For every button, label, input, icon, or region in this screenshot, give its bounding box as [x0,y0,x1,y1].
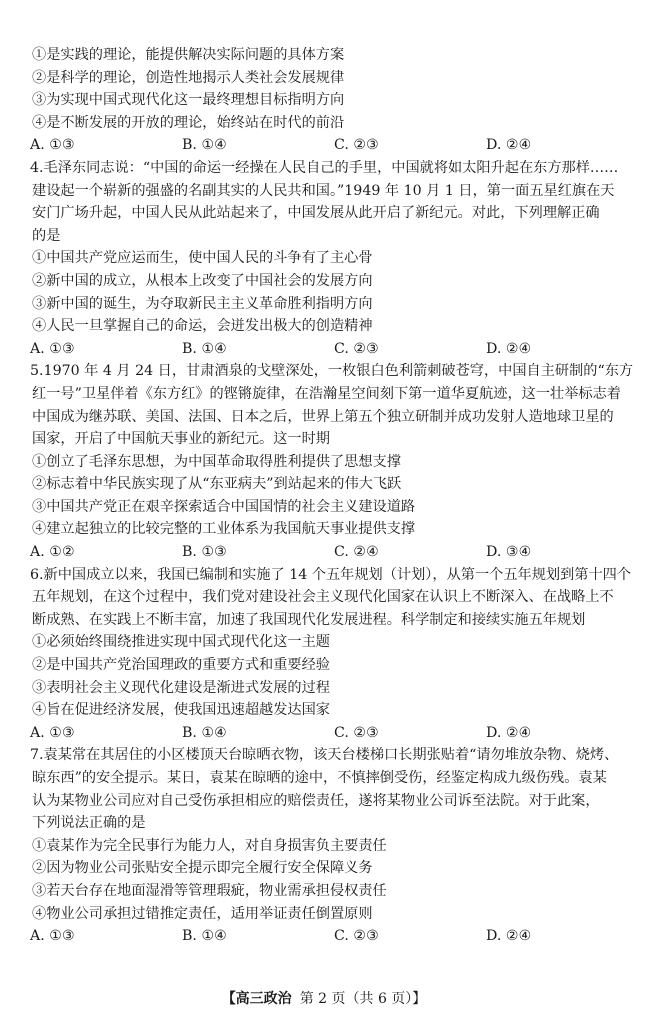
q5-stem-line-3: 中国成为继苏联、美国、法国、日本之后，世界上第五个独立研制并成功发射人造地球卫星的 [32,408,614,425]
q6-answer-b: B. ①④ [182,724,227,741]
question-6-options [30,631,636,721]
q5-option-1: ①创立了毛泽东思想，为中国革命取得胜利提供了思想支撑 [32,453,401,470]
q5-answer-b: B. ①③ [182,544,227,561]
q5-option-2: ②标志着中华民族实现了从“东亚病夫”到站起来的伟大飞跃 [32,476,402,493]
q7-answer-a: A. ①③ [30,928,75,945]
q4-stem-line-4: 的是 [32,227,61,244]
q4-answer-a: A. ①③ [30,340,75,357]
q4-answer-choices [30,338,636,361]
q6-option-2: ②是中国共产党治国理政的重要方式和重要经验 [32,657,330,674]
q7-answer-d: D. ②④ [486,928,532,945]
q6-stem-line-1: 6.新中国成立以来，我国已编制和实施了 14 个五年规划（计划），从第一个五年规划到第十四个 [30,566,632,583]
q7-option-4: ④物业公司承担过错推定责任，适用举证责任倒置原则 [32,905,373,922]
q3-answer-d: D. ②④ [486,137,532,154]
question-5-options [30,451,636,541]
q3-answer-c: C. ②③ [334,137,379,154]
q7-option-1: ①袁某作为完全民事行为能力人，对自身损害负主要责任 [32,837,387,854]
q3-answer-a: A. ①③ [30,137,75,154]
q4-stem-line-1: 4.毛泽东同志说：“中国的命运一经操在人民自己的手里，中国就将如太阳升起在东方那样…… [30,159,619,176]
q3-option-3: ③为实现中国式现代化这一最终理想目标指明方向 [32,92,345,109]
q5-stem-line-1: 5.1970 年 4 月 24 日，甘肃酒泉的戈壁深处，一枚银白色利箭刺破苍穹，中国自主研制的“东方 [30,363,634,380]
question-3-options [30,44,636,134]
q7-stem-line-2: 晾东西”的安全提示。某日，袁某在晾晒的途中，不慎摔倒受伤，经鉴定构成九级伤残。袁某 [32,770,607,786]
q5-stem-line-2: 红一号”卫星伴着《东方红》的铿锵旋律，在浩瀚星空间刻下第一道华夏航迹，这一壮举标志着 [32,385,621,402]
q7-stem-line-1: 7.袁某常在其居住的小区楼顶天台晾晒衣物，该天台楼梯口长期张贴着“请勿堆放杂物、烧烤、 [30,747,619,764]
q6-stem-line-3: 断成熟、在实践上不断丰富，加速了我国现代化发展进程。科学制定和接续实施五年规划 [32,611,586,628]
q6-answer-choices [30,722,636,745]
q6-option-3: ③表明社会主义现代化建设是渐进式发展的过程 [32,679,330,696]
q4-option-3: ③新中国的诞生，为夺取新民主主义革命胜利指明方向 [32,295,373,312]
q4-answer-c: C. ②③ [334,340,379,357]
q5-stem-line-4: 国家，开启了中国航天事业的新纪元。这一时期 [32,431,330,448]
footer-page-number: 第 2 页（共 6 页）】 [299,991,427,1007]
q3-option-4: ④是不断发展的开放的理论，始终站在时代的前沿 [32,114,345,131]
question-7-stem [30,744,636,834]
q5-option-3: ③中国共产党正在艰辛探索适合中国国情的社会主义建设道路 [32,498,416,515]
q7-answer-choices [30,925,636,948]
q5-answer-d: D. ③④ [486,544,532,561]
q5-answer-a: A. ①② [30,544,75,561]
q7-answer-b: B. ①④ [182,928,227,945]
q6-option-1: ①必须始终围绕推进实现中国式现代化这一主题 [32,634,330,651]
q6-answer-c: C. ②③ [334,724,379,741]
q5-answer-c: C. ②④ [334,544,379,561]
q3-option-2: ②是科学的理论，创造性地揭示人类社会发展规律 [32,69,345,86]
q6-stem-line-2: 五年规划，在这个过程中，我们党对建设社会主义现代化国家在认识上不断深入、在战略上不 [32,589,614,606]
question-6-stem [30,564,636,632]
q4-answer-b: B. ①④ [182,340,227,357]
q6-option-4: ④旨在促进经济发展，使我国迅速超越发达国家 [32,702,330,719]
q4-answer-d: D. ②④ [486,340,532,357]
q7-answer-c: C. ②③ [334,928,379,945]
q4-option-2: ②新中国的成立，从根本上改变了中国社会的发展方向 [32,272,373,289]
q4-stem-line-3: 安门广场升起，中国人民从此站起来了，中国发展从此开启了新纪元。对此，下列理解正确 [32,205,600,222]
q4-stem-line-2: 建设起一个崭新的强盛的名副其实的人民共和国。”1949 年 10 月 1 日，第一面五星红旗在天 [32,182,615,199]
q4-option-1: ①中国共产党应运而生，使中国人民的斗争有了主心骨 [32,250,373,267]
questions-content [30,44,636,948]
q3-option-1: ①是实践的理论，能提供解决实际问题的具体方案 [32,47,345,63]
question-4-options [30,247,636,337]
q7-stem-line-4: 下列说法正确的是 [32,815,146,832]
q6-answer-a: A. ①③ [30,724,75,741]
page-footer [0,988,648,1008]
q4-option-4: ④人民一旦掌握自己的命运，会迸发出极大的创造精神 [32,318,373,335]
footer-subject: 【高三政治 [221,991,292,1007]
q7-option-2: ②因为物业公司张贴安全提示即完全履行安全保障义务 [32,860,373,877]
q3-answer-b: B. ①④ [182,137,227,154]
q7-stem-line-3: 认为某物业公司应对自己受伤承担相应的赔偿责任，遂将某物业公司诉至法院。对于此案， [32,792,600,809]
question-5-stem [30,360,636,450]
q7-option-3: ③若天台存在地面湿滑等管理瑕疵，物业需承担侵权责任 [32,882,387,899]
q5-option-4: ④建立起独立的比较完整的工业体系为我国航天事业提供支撑 [32,521,416,538]
question-7-options [30,835,636,925]
q3-answer-choices [30,134,636,157]
q5-answer-choices [30,541,636,564]
q6-answer-d: D. ②④ [486,724,532,741]
question-4-stem [30,157,636,247]
